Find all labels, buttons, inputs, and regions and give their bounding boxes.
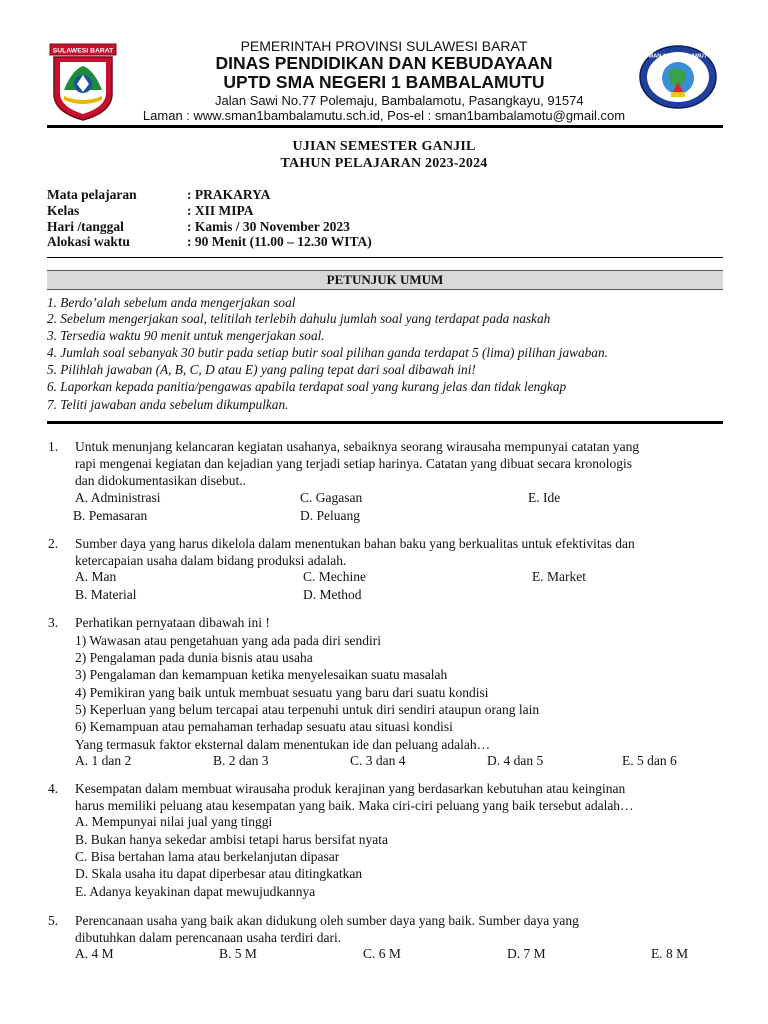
statement-item: 4) Pemikiran yang baik untuk membuat sesuatu yang baru dari suatu kondisi [75,685,489,700]
answer-option[interactable]: A. 4 M [75,946,114,961]
answer-option[interactable]: C. Mechine [303,569,366,584]
statement-item: 2) Pengalaman pada dunia bisnis atau usaha [75,650,313,665]
logo-caption: SULAWESI BARAT [52,47,114,55]
info-value: : XII MIPA [187,203,254,218]
exam-title: UJIAN SEMESTER GANJIL [292,139,476,154]
question-text: harus memiliki peluang atau kesempatan yang baik. Maka ciri-ciri peluang yang baik tersebut adalah… [75,798,634,813]
question-number: 1. [48,439,59,454]
question-text: dibutuhkan dalam perencanaan usaha terdiri dari. [75,930,342,945]
header-divider [47,125,723,128]
answer-option[interactable]: B. Pemasaran [73,508,148,523]
statement-item: 6) Kemampuan atau pemahaman terhadap sesuatu atau situasi kondisi [75,719,453,734]
question-text: ketercapaian usaha dalam bidang produksi adalah. [75,553,347,568]
question-text: dan didokumentasikan disebut.. [75,473,246,488]
question-number: 2. [48,536,59,551]
instruction-item: 2. Sebelum mengerjakan soal, telitilah terlebih dahulu jumlah soal yang terdapat pada naskah [47,311,551,326]
header-line-1: PEMERINTAH PROVINSI SULAWESI BARAT [240,38,528,54]
instruction-item: 3. Tersedia waktu 90 menit untuk mengerjakan soal. [47,328,325,343]
question-text: rapi mengenai kegiatan dan kejadian yang terjadi setiap harinya. Catatan yang dibuat secara kronologis [75,456,633,471]
answer-option[interactable]: A. Mempunyai nilai jual yang tinggi [75,814,273,829]
answer-option[interactable]: B. 2 dan 3 [213,753,269,768]
statement-item: 5) Keperluan yang belum tercapai atau terpenuhi untuk diri sendiri ataupun orang lain [75,702,540,717]
question-text: Untuk menunjang kelancaran kegiatan usahanya, sebaiknya seorang wirausaha mempunyai catatan yang [75,439,640,454]
header-line-3: UPTD SMA NEGERI 1 BAMBALAMUTU [223,72,545,92]
exam-year: TAHUN PELAJARAN 2023-2024 [280,156,488,171]
info-label: Mata pelajaran [47,187,137,202]
school-logo [638,44,718,110]
answer-option[interactable]: E. Ide [528,490,561,505]
info-label: Hari /tanggal [47,219,124,234]
info-label: Kelas [47,203,80,218]
question-number: 4. [48,781,59,796]
question-text: Perhatikan pernyataan dibawah ini ! [75,615,270,630]
answer-option[interactable]: C. Bisa bertahan lama atau berkelanjutan dipasar [75,849,340,864]
statement-item: 3) Pengalaman dan kemampuan ketika menyelesaikan suatu masalah [75,667,448,682]
answer-option[interactable]: E. Market [532,569,586,584]
instruction-item: 1. Berdo’alah sebelum anda mengerjakan soal [47,295,296,310]
answer-option[interactable]: B. 5 M [219,946,257,961]
answer-option[interactable]: D. Method [303,587,362,602]
answer-option[interactable]: A. Man [75,569,117,584]
answer-option[interactable]: B. Material [75,587,137,602]
answer-option[interactable]: E. 8 M [651,946,689,961]
question-text: Sumber daya yang harus dikelola dalam menentukan bahan baku yang berkualitas untuk efektivitas dan [75,536,635,551]
answer-option[interactable]: E. Adanya keyakinan dapat mewujudkannya [75,884,316,899]
question-text: Perencanaan usaha yang baik akan didukung oleh sumber daya yang baik. Sumber daya yang [75,913,579,928]
instructions-divider [47,421,723,424]
answer-option[interactable]: A. Administrasi [75,490,161,505]
question-number: 5. [48,913,59,928]
petunjuk-heading: PETUNJUK UMUM [47,270,723,290]
instruction-item: 4. Jumlah soal sebanyak 30 butir pada setiap butir soal pilihan ganda terdapat 5 (lima) pilihan jawaban. [47,345,608,360]
answer-option[interactable]: C. 3 dan 4 [350,753,406,768]
answer-option[interactable]: B. Bukan hanya sekedar ambisi tetapi harus bersifat nyata [75,832,389,847]
instruction-item: 7. Teliti jawaban anda sebelum dikumpulkan. [47,397,289,412]
answer-option[interactable]: D. Peluang [300,508,360,523]
answer-option[interactable]: A. 1 dan 2 [75,753,132,768]
answer-option[interactable]: E. 5 dan 6 [622,753,677,768]
info-value: : PRAKARYA [187,187,271,202]
statement-item: 1) Wawasan atau pengetahuan yang ada pada diri sendiri [75,633,382,648]
header-address: Jalan Sawi No.77 Polemaju, Bambalamotu, Pasangkayu, 91574 [215,93,584,108]
svg-text:SMAN 1 BAMBALAMUTU: SMAN 1 BAMBALAMUTU [645,53,711,60]
answer-option[interactable]: C. 6 M [363,946,401,961]
answer-option[interactable]: D. 7 M [507,946,546,961]
answer-option[interactable]: C. Gagasan [300,490,363,505]
answer-option[interactable]: D. Skala usaha itu dapat diperbesar atau ditingkatkan [75,866,363,881]
instruction-item: 6. Laporkan kepada panitia/pengawas apabila terdapat soal yang kurang jelas dan tidak lengkap [47,379,567,394]
question-text: Kesempatan dalam membuat wirausaha produk kerajinan yang berdasarkan kebutuhan atau keinginan [75,781,626,796]
header-line-2: DINAS PENDIDIKAN DAN KEBUDAYAAN [215,53,553,73]
info-value: : 90 Menit (11.00 – 12.30 WITA) [187,234,372,249]
info-value: : Kamis / 30 November 2023 [187,219,350,234]
info-divider [47,257,723,258]
info-label: Alokasi waktu [47,234,130,249]
header-contact: Laman : www.sman1bambalamutu.sch.id, Pos-el : sman1bambalamotu@gmail.com [142,108,626,123]
instruction-item: 5. Pilihlah jawaban (A, B, C, D atau E) yang paling tepat dari soal dibawah ini! [47,362,476,377]
question-number: 3. [48,615,59,630]
question-prompt: Yang termasuk faktor eksternal dalam menentukan ide dan peluang adalah… [75,737,491,752]
answer-option[interactable]: D. 4 dan 5 [487,753,544,768]
